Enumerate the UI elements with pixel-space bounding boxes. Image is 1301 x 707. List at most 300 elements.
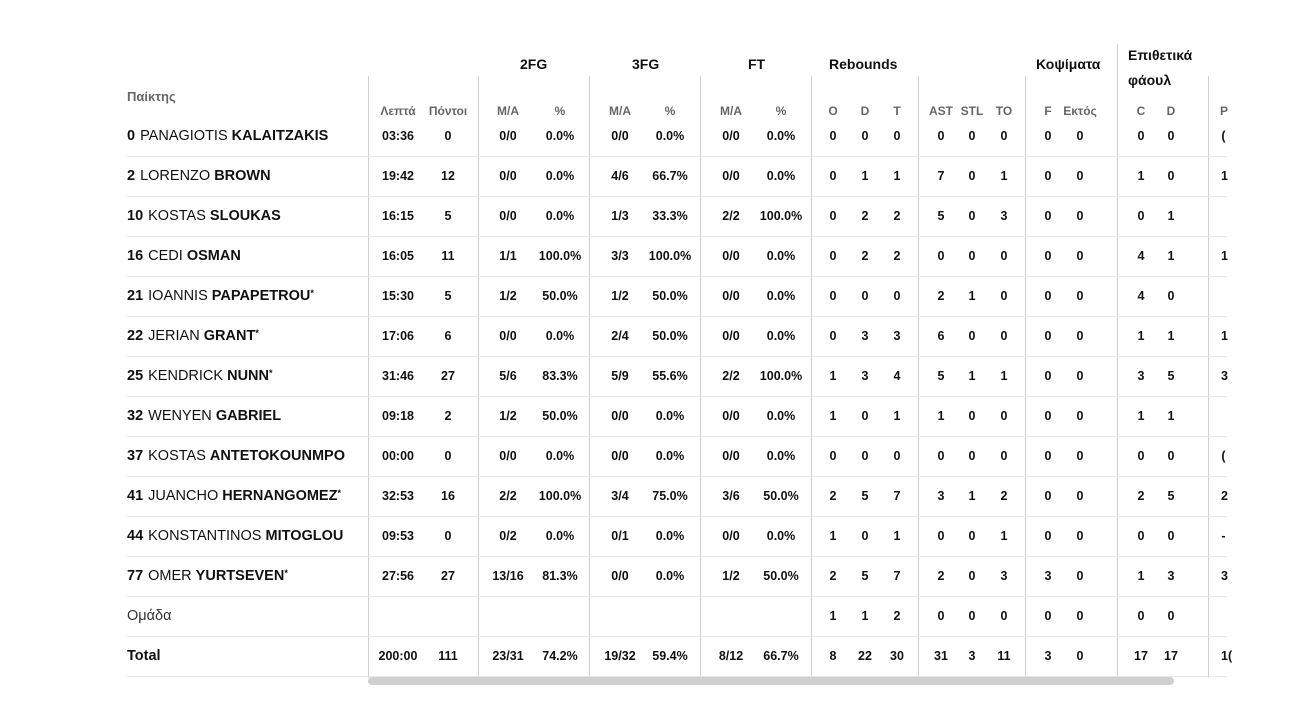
cell-points: 11 (441, 249, 455, 263)
cell-minutes: 09:53 (382, 529, 414, 543)
cell-fouls-c: 17 (1134, 649, 1148, 663)
cell-ft-ma: 0/0 (722, 529, 740, 543)
cell-ft-pct: 50.0% (763, 569, 799, 583)
jersey-number: 77 (127, 568, 144, 584)
cell-blk-against: 0 (1076, 369, 1084, 383)
jersey-number: 16 (127, 248, 144, 264)
cell-points: 16 (441, 489, 455, 503)
player-name[interactable] (127, 128, 328, 144)
cell-pir: 3 (1221, 369, 1228, 383)
cell-fg3-ma: 3/3 (611, 249, 629, 263)
cell-fg3-ma: 0/0 (611, 449, 629, 463)
cell-ast: 0 (937, 529, 945, 543)
cell-to: 2 (1000, 489, 1008, 503)
cell-fg3-ma: 5/9 (611, 369, 629, 383)
cell-pir: ( (1221, 129, 1226, 143)
player-first-name: KOSTAS (148, 448, 206, 464)
cell-fg3-ma: 19/32 (604, 649, 636, 663)
cell-minutes: 03:36 (382, 129, 414, 143)
row-divider (127, 516, 1227, 517)
cell-points: 27 (441, 369, 455, 383)
player-name[interactable] (127, 168, 271, 184)
cell-fg2-pct: 50.0% (542, 409, 578, 423)
cell-pir: 1 (1221, 169, 1228, 183)
cell-fg2-pct: 0.0% (545, 529, 575, 543)
cell-minutes: 200:00 (378, 649, 418, 663)
column-separator (918, 76, 919, 678)
cell-fg3-pct: 0.0% (655, 569, 685, 583)
cell-fg3-ma: 0/0 (611, 129, 629, 143)
cell-blk-f: 0 (1044, 409, 1052, 423)
cell-fg2-ma: 0/0 (499, 449, 517, 463)
player-last-name: MITOGLOU (265, 528, 344, 544)
cell-ft-ma: 0/0 (722, 129, 740, 143)
cell-minutes: 27:56 (382, 569, 414, 583)
subheader-points: Πόντοι (428, 104, 468, 118)
column-separator (478, 76, 479, 678)
player-name[interactable] (127, 488, 341, 504)
total-row-label: Total (127, 648, 161, 664)
cell-ft-ma: 0/0 (722, 249, 740, 263)
cell-blk-against: 0 (1076, 569, 1084, 583)
cell-blk-f: 0 (1044, 209, 1052, 223)
cell-stl: 0 (968, 249, 976, 263)
cell-minutes: 15:30 (382, 289, 414, 303)
cell-stl: 0 (968, 609, 976, 623)
player-first-name: IOANNIS (148, 288, 208, 304)
cell-pir: ( (1221, 449, 1226, 463)
player-last-name: PAPAPETROU (211, 288, 311, 304)
subheader-pir: P (1220, 104, 1229, 118)
cell-fg3-pct: 100.0% (648, 249, 692, 263)
cell-blk-f: 3 (1044, 649, 1052, 663)
cell-reb-d: 1 (861, 169, 869, 183)
cell-fouls-d: 1 (1167, 329, 1175, 343)
cell-reb-t: 1 (893, 529, 901, 543)
cell-ft-pct: 66.7% (763, 649, 799, 663)
group-header-rebounds: Rebounds (829, 56, 898, 72)
player-name[interactable] (127, 568, 288, 584)
cell-reb-o: 2 (829, 569, 837, 583)
row-divider (127, 196, 1227, 197)
jersey-number: 25 (127, 368, 144, 384)
player-name[interactable] (127, 408, 281, 424)
cell-fg2-pct: 83.3% (542, 369, 578, 383)
cell-blk-against: 0 (1076, 129, 1084, 143)
cell-reb-t: 0 (893, 129, 901, 143)
cell-to: 0 (1000, 329, 1008, 343)
cell-reb-d: 3 (861, 369, 869, 383)
cell-fg2-pct: 0.0% (545, 329, 575, 343)
cell-reb-t: 3 (893, 329, 901, 343)
cell-points: 6 (444, 329, 452, 343)
cell-points: 111 (438, 649, 458, 663)
player-column-header: Παίκτης (127, 89, 176, 104)
cell-blk-against: 0 (1076, 249, 1084, 263)
cell-fg2-ma: 1/2 (499, 409, 517, 423)
starter-marker: * (284, 568, 288, 578)
cell-to: 0 (1000, 129, 1008, 143)
cell-reb-d: 3 (861, 329, 869, 343)
cell-stl: 0 (968, 449, 976, 463)
row-divider (127, 316, 1227, 317)
cell-reb-o: 8 (829, 649, 837, 663)
row-divider (127, 396, 1227, 397)
player-name[interactable] (127, 528, 343, 544)
column-separator (1208, 76, 1209, 678)
cell-reb-d: 2 (861, 209, 869, 223)
cell-fouls-d: 1 (1167, 249, 1175, 263)
player-name[interactable] (127, 208, 281, 224)
cell-fouls-d: 1 (1167, 409, 1175, 423)
cell-fg2-ma: 1/1 (499, 249, 517, 263)
cell-fg2-pct: 74.2% (542, 649, 578, 663)
cell-ft-pct: 100.0% (759, 209, 803, 223)
cell-fg3-ma: 1/3 (611, 209, 629, 223)
column-separator (1025, 76, 1026, 678)
cell-ft-pct: 0.0% (766, 329, 796, 343)
cell-fouls-d: 1 (1167, 209, 1175, 223)
cell-stl: 1 (968, 489, 976, 503)
cell-reb-t: 2 (893, 609, 901, 623)
player-name[interactable] (127, 288, 314, 304)
cell-ast: 2 (937, 569, 945, 583)
cell-blk-against: 0 (1076, 529, 1084, 543)
cell-blk-f: 0 (1044, 249, 1052, 263)
subheader-fg2-pct: % (554, 104, 566, 118)
cell-fouls-d: 5 (1167, 489, 1175, 503)
jersey-number: 37 (127, 448, 144, 464)
cell-fouls-d: 3 (1167, 569, 1175, 583)
subheader-ft-ma: M/A (720, 104, 742, 118)
row-divider (127, 236, 1227, 237)
jersey-number: 41 (127, 488, 144, 504)
cell-reb-t: 7 (893, 569, 901, 583)
jersey-number: 32 (127, 408, 144, 424)
subheader-fg3-pct: % (664, 104, 676, 118)
cell-ft-ma: 2/2 (722, 369, 740, 383)
cell-fouls-c: 2 (1137, 489, 1145, 503)
cell-ft-pct: 0.0% (766, 249, 796, 263)
cell-fouls-d: 0 (1167, 169, 1175, 183)
subheader-fouls-c: C (1136, 104, 1146, 118)
starter-marker: * (255, 328, 259, 338)
cell-minutes: 17:06 (382, 329, 414, 343)
player-name[interactable] (127, 328, 259, 344)
team-row-label: Ομάδα (127, 608, 172, 624)
row-divider (127, 596, 1227, 597)
player-first-name: KOSTAS (148, 208, 206, 224)
cell-fg2-ma: 0/0 (499, 169, 517, 183)
cell-minutes: 19:42 (382, 169, 414, 183)
cell-fg3-ma: 4/6 (611, 169, 629, 183)
player-first-name: CEDI (148, 248, 183, 264)
cell-blk-against: 0 (1076, 169, 1084, 183)
cell-ast: 5 (937, 209, 945, 223)
starter-marker: * (337, 488, 341, 498)
cell-stl: 1 (968, 369, 976, 383)
cell-points: 12 (441, 169, 455, 183)
cell-to: 1 (1000, 529, 1008, 543)
cell-minutes: 16:05 (382, 249, 414, 263)
cell-reb-d: 5 (861, 489, 869, 503)
cell-fg3-pct: 66.7% (652, 169, 688, 183)
row-divider (127, 556, 1227, 557)
player-first-name: JERIAN (148, 328, 200, 344)
cell-blk-f: 3 (1044, 569, 1052, 583)
cell-to: 3 (1000, 569, 1008, 583)
cell-fg3-ma: 1/2 (611, 289, 629, 303)
cell-fg2-ma: 0/0 (499, 129, 517, 143)
cell-reb-d: 0 (861, 449, 869, 463)
cell-reb-d: 0 (861, 129, 869, 143)
subheader-reb-d: D (860, 104, 870, 118)
cell-blk-against: 0 (1076, 489, 1084, 503)
cell-pir: 3 (1221, 569, 1228, 583)
cell-stl: 3 (968, 649, 976, 663)
cell-reb-o: 0 (829, 129, 837, 143)
cell-ft-pct: 0.0% (766, 449, 796, 463)
cell-reb-o: 0 (829, 449, 837, 463)
cell-fg3-ma: 0/1 (611, 529, 629, 543)
cell-stl: 0 (968, 209, 976, 223)
jersey-number: 2 (127, 168, 136, 184)
cell-to: 0 (1000, 609, 1008, 623)
player-last-name: NUNN (227, 368, 269, 384)
group-header-ft: FT (748, 56, 766, 72)
cell-fg2-ma: 1/2 (499, 289, 517, 303)
column-separator (368, 76, 369, 678)
subheader-ft-pct: % (775, 104, 787, 118)
horizontal-scrollbar[interactable] (368, 677, 1174, 685)
cell-ft-ma: 1/2 (722, 569, 740, 583)
cell-fg2-pct: 81.3% (542, 569, 578, 583)
cell-pir: 1 (1221, 329, 1228, 343)
player-last-name: KALAITZAKIS (231, 128, 329, 144)
cell-to: 0 (1000, 449, 1008, 463)
cell-stl: 0 (968, 329, 976, 343)
column-separator (589, 76, 590, 678)
cell-reb-o: 0 (829, 329, 837, 343)
cell-reb-o: 1 (829, 529, 837, 543)
cell-fg3-pct: 0.0% (655, 129, 685, 143)
cell-ft-ma: 8/12 (718, 649, 744, 663)
cell-stl: 0 (968, 529, 976, 543)
subheader-blk-against: Εκτός (1063, 104, 1097, 118)
cell-reb-o: 0 (829, 289, 837, 303)
cell-reb-d: 0 (861, 409, 869, 423)
cell-fg2-ma: 2/2 (499, 489, 517, 503)
player-last-name: GRANT (203, 328, 256, 344)
cell-fg2-ma: 0/2 (499, 529, 517, 543)
cell-reb-d: 22 (858, 649, 872, 663)
cell-pir: 1( (1221, 649, 1233, 663)
cell-blk-f: 0 (1044, 609, 1052, 623)
cell-to: 1 (1000, 169, 1008, 183)
cell-fouls-c: 0 (1137, 129, 1145, 143)
cell-ft-ma: 0/0 (722, 289, 740, 303)
cell-ft-ma: 0/0 (722, 169, 740, 183)
player-first-name: KENDRICK (148, 368, 224, 384)
group-header-fouls-line2: φάουλ (1128, 72, 1172, 88)
column-separator (811, 76, 812, 678)
cell-ast: 1 (937, 409, 945, 423)
jersey-number: 0 (127, 128, 136, 144)
cell-minutes: 09:18 (382, 409, 414, 423)
subheader-stl: STL (960, 104, 984, 118)
player-last-name: ANTETOKOUNMPO (209, 448, 345, 464)
group-header-fouls-line1: Επιθετικά (1128, 47, 1193, 63)
cell-fg3-pct: 33.3% (652, 209, 688, 223)
cell-ft-pct: 0.0% (766, 409, 796, 423)
cell-ft-pct: 100.0% (759, 369, 803, 383)
jersey-number: 10 (127, 208, 144, 224)
cell-reb-t: 2 (893, 249, 901, 263)
cell-fg3-pct: 50.0% (652, 329, 688, 343)
cell-fouls-d: 17 (1164, 649, 1178, 663)
cell-reb-t: 0 (893, 289, 901, 303)
cell-reb-t: 1 (893, 409, 901, 423)
subheader-blk-f: F (1044, 104, 1052, 118)
cell-fg2-pct: 0.0% (545, 209, 575, 223)
group-header-2fg: 2FG (520, 56, 548, 72)
cell-fg2-pct: 100.0% (538, 489, 582, 503)
player-last-name: OSMAN (186, 248, 241, 264)
cell-ast: 0 (937, 129, 945, 143)
cell-blk-f: 0 (1044, 129, 1052, 143)
cell-points: 0 (444, 529, 452, 543)
cell-fouls-c: 0 (1137, 529, 1145, 543)
cell-fg3-pct: 0.0% (655, 529, 685, 543)
cell-to: 11 (997, 649, 1011, 663)
cell-blk-against: 0 (1076, 649, 1084, 663)
cell-reb-o: 2 (829, 489, 837, 503)
cell-fg2-pct: 0.0% (545, 449, 575, 463)
player-name[interactable] (127, 368, 273, 384)
cell-reb-t: 1 (893, 169, 901, 183)
cell-ast: 3 (937, 489, 945, 503)
cell-fouls-c: 0 (1137, 209, 1145, 223)
cell-ft-pct: 0.0% (766, 289, 796, 303)
cell-blk-against: 0 (1076, 449, 1084, 463)
cell-fg2-pct: 100.0% (538, 249, 582, 263)
cell-reb-o: 0 (829, 209, 837, 223)
starter-marker: * (310, 288, 314, 298)
cell-reb-o: 0 (829, 169, 837, 183)
cell-ast: 31 (934, 649, 948, 663)
player-last-name: YURTSEVEN (195, 568, 285, 584)
cell-ast: 5 (937, 369, 945, 383)
row-divider (127, 276, 1227, 277)
cell-fouls-d: 0 (1167, 129, 1175, 143)
column-separator (1117, 44, 1118, 678)
player-name[interactable] (127, 448, 345, 464)
cell-minutes: 00:00 (382, 449, 414, 463)
cell-ast: 0 (937, 449, 945, 463)
cell-fouls-c: 0 (1137, 609, 1145, 623)
cell-fg2-pct: 0.0% (545, 169, 575, 183)
subheader-ast: AST (929, 104, 953, 118)
starter-marker: * (269, 368, 273, 378)
cell-fg3-ma: 3/4 (611, 489, 629, 503)
cell-fg3-ma: 0/0 (611, 569, 629, 583)
cell-reb-d: 2 (861, 249, 869, 263)
player-first-name: PANAGIOTIS (140, 128, 228, 144)
cell-fouls-d: 0 (1167, 289, 1175, 303)
cell-fg3-ma: 2/4 (611, 329, 629, 343)
player-last-name: SLOUKAS (209, 208, 281, 224)
cell-pir: - (1221, 529, 1226, 543)
row-divider (127, 476, 1227, 477)
cell-reb-t: 2 (893, 209, 901, 223)
cell-reb-t: 0 (893, 449, 901, 463)
cell-fouls-d: 0 (1167, 529, 1175, 543)
cell-blk-against: 0 (1076, 409, 1084, 423)
cell-ast: 6 (937, 329, 945, 343)
player-first-name: KONSTANTINOS (148, 528, 262, 544)
player-first-name: WENYEN (148, 408, 212, 424)
cell-to: 3 (1000, 209, 1008, 223)
cell-minutes: 16:15 (382, 209, 414, 223)
cell-ast: 0 (937, 609, 945, 623)
cell-fouls-c: 1 (1137, 329, 1145, 343)
row-divider (127, 156, 1227, 157)
subheader-reb-o: O (828, 104, 838, 118)
jersey-number: 21 (127, 288, 144, 304)
cell-stl: 0 (968, 129, 976, 143)
cell-fg3-pct: 0.0% (655, 409, 685, 423)
cell-points: 0 (444, 449, 452, 463)
cell-reb-o: 1 (829, 409, 837, 423)
player-last-name: BROWN (214, 168, 271, 184)
player-first-name: JUANCHO (148, 488, 219, 504)
cell-ft-pct: 0.0% (766, 169, 796, 183)
cell-reb-o: 1 (829, 609, 837, 623)
group-header-3fg: 3FG (632, 56, 660, 72)
cell-to: 1 (1000, 369, 1008, 383)
cell-ft-ma: 3/6 (722, 489, 740, 503)
cell-to: 0 (1000, 249, 1008, 263)
player-first-name: LORENZO (140, 168, 211, 184)
jersey-number: 22 (127, 328, 144, 344)
cell-reb-t: 7 (893, 489, 901, 503)
subheader-fg3-ma: M/A (609, 104, 631, 118)
subheader-minutes: Λεπτά (380, 104, 416, 118)
player-last-name: GABRIEL (215, 408, 282, 424)
cell-blk-f: 0 (1044, 529, 1052, 543)
cell-to: 0 (1000, 409, 1008, 423)
cell-points: 0 (444, 129, 452, 143)
cell-ft-ma: 0/0 (722, 329, 740, 343)
cell-points: 27 (441, 569, 455, 583)
cell-stl: 1 (968, 289, 976, 303)
cell-stl: 0 (968, 409, 976, 423)
cell-fg2-pct: 0.0% (545, 129, 575, 143)
cell-fg2-ma: 13/16 (492, 569, 524, 583)
player-name[interactable] (127, 248, 241, 264)
cell-fouls-d: 0 (1167, 609, 1175, 623)
cell-blk-f: 0 (1044, 289, 1052, 303)
cell-fg3-pct: 59.4% (652, 649, 688, 663)
jersey-number: 44 (127, 528, 144, 544)
subheader-reb-t: T (893, 104, 901, 118)
cell-fg2-pct: 50.0% (542, 289, 578, 303)
row-divider (127, 436, 1227, 437)
cell-fg3-ma: 0/0 (611, 409, 629, 423)
cell-fouls-d: 0 (1167, 449, 1175, 463)
cell-ft-ma: 0/0 (722, 409, 740, 423)
subheader-fg2-ma: M/A (497, 104, 519, 118)
